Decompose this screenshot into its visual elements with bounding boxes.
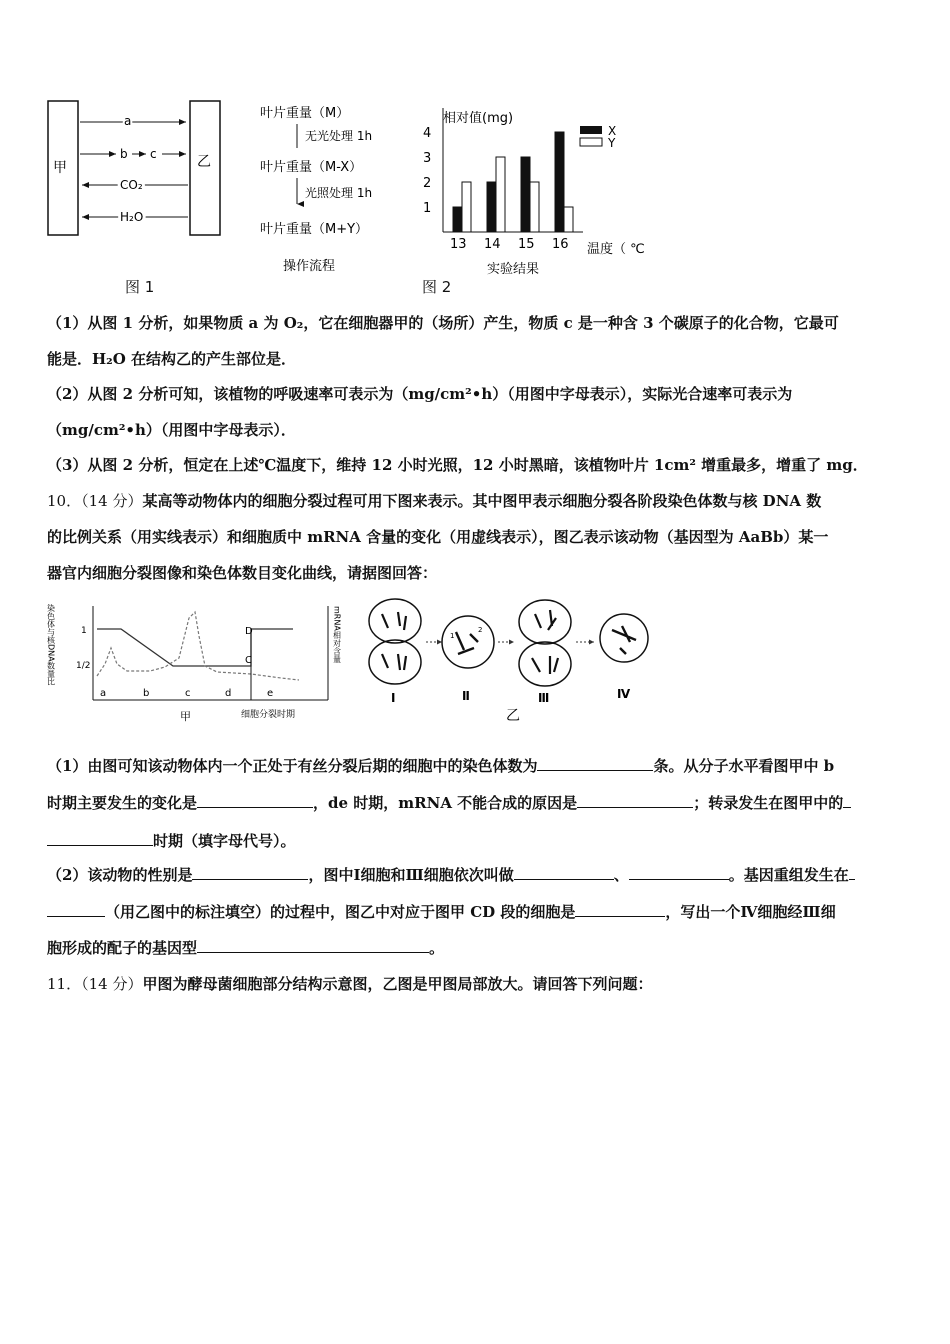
q10-s1-line1 xyxy=(47,755,907,776)
cell-label-III: Ⅲ xyxy=(538,691,550,705)
q9-part1-line1: （1）从图 1 分析，如果物质 a 为 O₂，它在细胞器甲的（场所）产生，物质 c 是一种含 3 个碳原子的化合物，它最可 xyxy=(47,314,839,332)
q10-s2-text-f: ，写出一个Ⅳ细胞经Ⅲ细 xyxy=(665,903,836,921)
q10-s1-line2 xyxy=(47,792,907,813)
chart-xtick-13: 13 xyxy=(450,237,467,252)
figure-1-caption: 图 1 xyxy=(125,278,155,296)
jia-y1: 1 xyxy=(81,626,87,636)
q9-part3: （3）从图 2 分析，恒定在上述℃温度下，维持 12 小时光照，12 小时黑暗，该植物叶片 1cm² 增重最多，增重了 mg． xyxy=(47,456,868,474)
operation-flow xyxy=(255,100,405,280)
bar-Y-16 xyxy=(564,207,573,232)
bar-Y-15 xyxy=(530,182,539,232)
arrow-a-label: a xyxy=(124,114,132,128)
chart-ylabel: 相对值(mg) xyxy=(443,111,514,126)
q10-s1-text-e: ；转录发生在图甲中的 xyxy=(693,794,844,812)
answer-blank-cell-III-name[interactable] xyxy=(629,865,729,880)
answer-blank-cell-I-name[interactable] xyxy=(514,865,614,880)
answer-blank-transcription-start[interactable] xyxy=(843,793,851,808)
answer-blank-cd-cell[interactable] xyxy=(575,902,665,917)
answer-blank-de-reason[interactable] xyxy=(577,793,693,808)
chart-xtick-16: 16 xyxy=(552,237,569,252)
box-yi-label: 乙 xyxy=(197,154,211,170)
figure-yi-cells xyxy=(360,596,660,726)
flow-caption: 操作流程 xyxy=(283,259,336,274)
bar-X-14 xyxy=(487,182,496,232)
q11-text: 甲图为酵母菌细胞部分结构示意图，乙图是甲图局部放大。请回答下列问题： xyxy=(142,975,653,993)
q9-part2-line1: （2）从图 2 分析可知，该植物的呼吸速率可表示为（mg/cm²•h）（用图中字母表示），实际光合速率可表示为 xyxy=(47,385,793,403)
jia-stage-e: e xyxy=(267,688,274,699)
yi-caption: 乙 xyxy=(506,708,520,724)
arrow-co2-label: CO₂ xyxy=(120,178,143,192)
flow-op-2: 光照处理 1h xyxy=(305,186,373,200)
jia-stage-d: d xyxy=(225,688,232,699)
answer-blank-chromosome-count[interactable] xyxy=(537,756,653,771)
chart-ytick-4: 4 xyxy=(423,126,432,141)
box-jia-label: 甲 xyxy=(53,160,67,176)
jia-xlabel: 细胞分裂时期 xyxy=(241,710,296,720)
q10-s2-text-d: 。基因重组发生在 xyxy=(728,866,849,884)
q10-intro-line1 xyxy=(47,490,907,511)
arrow-b-label: b xyxy=(120,147,128,161)
q11-number: 11．（14 分） xyxy=(47,975,143,993)
q10-s2-text-a: （2）该动物的性别是 xyxy=(47,866,193,884)
chart-xtick-15: 15 xyxy=(518,237,535,252)
figure-jia-graph xyxy=(45,596,342,724)
chart-xtick-14: 14 xyxy=(484,237,501,252)
q10-s2-line1 xyxy=(47,864,907,885)
q10-s2-text-h: 。 xyxy=(429,939,445,957)
figure-2-bar-chart xyxy=(415,98,665,278)
jia-stage-a: a xyxy=(100,688,107,699)
cell-label-IV: Ⅳ xyxy=(617,687,631,701)
flow-op-1: 无光处理 1h xyxy=(305,129,373,143)
chart-ytick-1: 1 xyxy=(423,201,432,216)
answer-blank-recombination-start[interactable] xyxy=(849,865,855,880)
cell-label-I: Ⅰ xyxy=(391,691,396,705)
q10-s1-line3 xyxy=(47,830,907,851)
cell-IV xyxy=(600,614,648,662)
arrow-c-label: c xyxy=(150,147,157,161)
q10-s1-text-f: 时期（填字母代号）。 xyxy=(153,832,296,850)
chart-ytick-2: 2 xyxy=(423,176,432,191)
q10-s2-text-e: （用乙图中的标注填空）的过程中，图乙中对应于图甲 CD 段的细胞是 xyxy=(105,903,576,921)
jia-yhalf: 1/2 xyxy=(76,661,91,671)
flow-step-1: 叶片重量（M） xyxy=(260,106,350,121)
q10-s1-text-b: 条。从分子水平看图甲中 b xyxy=(653,757,835,775)
cell-II xyxy=(442,616,494,668)
svg-text:1: 1 xyxy=(450,632,455,640)
jia-stage-b: b xyxy=(143,688,150,699)
experiment-result-label: 实验结果 xyxy=(487,262,540,277)
answer-blank-recombination[interactable] xyxy=(47,902,105,917)
chart-ytick-3: 3 xyxy=(423,151,432,166)
answer-blank-b-change[interactable] xyxy=(197,793,313,808)
q9-part2-line2: （mg/cm²•h）（用图中字母表示）． xyxy=(47,421,296,439)
legend-x-label: X xyxy=(608,124,617,138)
q10-intro-line3: 器官内细胞分裂图像和染色体数目变化曲线，请据图回答： xyxy=(47,564,438,582)
q10-s2-text-b: ，图中Ⅰ细胞和Ⅲ细胞依次叫做 xyxy=(308,866,514,884)
mrna-curve xyxy=(97,612,299,680)
q10-s2-line3 xyxy=(47,937,907,958)
bar-X-15 xyxy=(521,157,530,232)
figure-2-caption: 图 2 xyxy=(422,278,452,296)
answer-blank-gamete-genotype[interactable] xyxy=(197,938,429,953)
legend-x-swatch xyxy=(580,126,602,134)
q9-part1-line2: 能是．H₂O 在结构乙的产生部位是． xyxy=(47,350,297,368)
q10-s1-text-c: 时期主要发生的变化是 xyxy=(47,794,198,812)
q10-s1-text-a: （1）由图可知该动物体内一个正处于有丝分裂后期的细胞中的染色体数为 xyxy=(47,757,538,775)
jia-right-label: mRNA相对含量 xyxy=(332,606,342,663)
chart-xlabel: 温度（ ℃ xyxy=(587,242,645,257)
q10-s2-text-c: 、 xyxy=(613,866,629,884)
q10-intro1-text: 某高等动物体内的细胞分裂过程可用下图来表示。其中图甲表示细胞分裂各阶段染色体数与核 DNA 数 xyxy=(142,492,822,510)
jia-point-d: D xyxy=(245,626,253,637)
bar-Y-14 xyxy=(496,157,505,232)
bar-X-13 xyxy=(453,207,462,232)
q10-s1-text-d: ，de 时期，mRNA 不能合成的原因是 xyxy=(313,794,578,812)
legend-y-label: Y xyxy=(608,136,616,150)
q10-number: 10．（14 分） xyxy=(47,492,143,510)
flow-step-3: 叶片重量（M+Y） xyxy=(260,222,369,237)
answer-blank-transcription-period[interactable] xyxy=(47,831,153,846)
cell-I xyxy=(369,599,421,684)
cell-III xyxy=(519,600,571,686)
svg-text:2: 2 xyxy=(478,626,483,634)
bar-X-16 xyxy=(555,132,564,232)
chromosome-dna-ratio-line xyxy=(97,629,293,666)
flow-step-2: 叶片重量（M-X） xyxy=(260,160,363,175)
jia-point-c: C xyxy=(245,655,252,666)
q10-intro-line2: 的比例关系（用实线表示）和细胞质中 mRNA 含量的变化（用虚线表示），图乙表示该动物（基因型为 AaBb）某一 xyxy=(47,528,829,546)
arrow-h2o-label: H₂O xyxy=(120,210,144,224)
bar-Y-13 xyxy=(462,182,471,232)
figure-1 xyxy=(40,95,240,245)
q11-line xyxy=(47,973,907,994)
jia-caption: 甲 xyxy=(180,710,191,723)
jia-ylabel: 染色体与核DNA数量比 xyxy=(46,604,56,686)
cell-label-II: Ⅱ xyxy=(462,689,470,703)
q10-s2-line2 xyxy=(47,901,907,922)
jia-stage-c: c xyxy=(185,688,191,699)
answer-blank-sex[interactable] xyxy=(192,865,308,880)
legend-y-swatch xyxy=(580,138,602,146)
q10-s2-text-g: 胞形成的配子的基因型 xyxy=(47,939,198,957)
